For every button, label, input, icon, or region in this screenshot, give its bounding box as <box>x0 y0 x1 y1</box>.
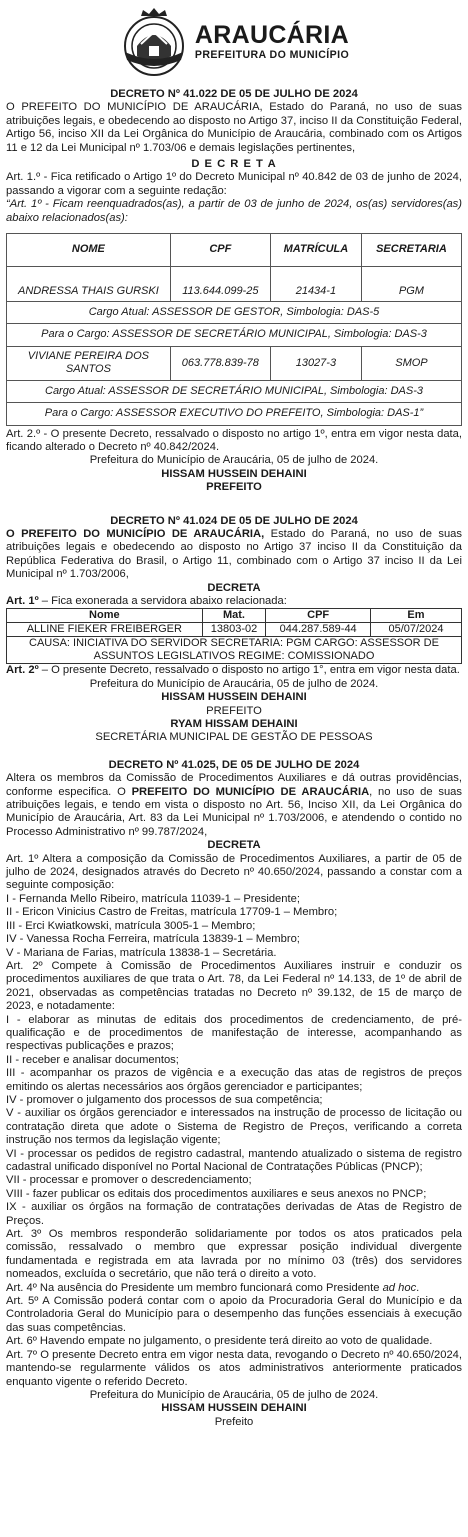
col-em: Em <box>370 609 461 623</box>
decree-signer-role: PREFEITO <box>206 704 262 717</box>
exoneration-table <box>6 608 462 664</box>
brand-name: ARAUCÁRIA <box>194 21 349 50</box>
decree-signer: HISSAM HUSSEIN DEHAINI <box>161 1402 307 1415</box>
decree-decreta: D E C R E T A <box>191 158 277 171</box>
decree-art1: Art. 1.º - Fica retificado o Artigo 1º do Decreto Municipal nº 40.842 de 03 de junho de 2024, passando a vigorar com a seguinte redação: <box>6 171 462 197</box>
decree-place-date: Prefeitura do Município de Araucária, 05 de julho de 2024. <box>89 677 379 690</box>
cell-matricula: 21434-1 <box>270 267 361 302</box>
table-row <box>7 302 462 324</box>
decree-title: DECRETO Nº 41.024 DE 05 DE JULHO DE 2024 <box>110 514 358 527</box>
table-row <box>7 346 462 380</box>
col-mat: Mat. <box>202 609 266 623</box>
decree-41022 <box>6 88 462 495</box>
table-row <box>7 267 462 302</box>
decree-signer: HISSAM HUSSEIN DEHAINI <box>161 691 307 704</box>
table-header-row <box>7 609 462 623</box>
table-header-row <box>7 234 462 267</box>
decree-signer-2: RYAM HISSAM DEHAINI <box>170 718 298 730</box>
table-row <box>7 637 462 664</box>
cell-cpf: 044.287.589-44 <box>266 623 371 637</box>
intro-bold: PREFEITO DO MUNICÍPIO DE ARAUCÁRIA <box>131 785 370 798</box>
cell-causa: CAUSA: INICIATIVA DO SERVIDOR SECRETARIA: PGM CARGO: ASSESSOR DE ASSUNTOS LEGISLATIVOS REGIME: COMISSIONADO <box>7 637 462 664</box>
decree-line: Art. 5º A Comissão poderá contar com o apoio da Procuradoria Geral do Município e da Controladoria Geral do Município para o desempenho das funções essenciais à execução das suas competências. <box>6 1295 462 1334</box>
art4-b: . <box>416 1281 420 1294</box>
cell-mat: 13803-02 <box>202 623 266 637</box>
cell-cargo-para: Para o Cargo: ASSESSOR DE SECRETÁRIO MUNICIPAL, Simbologia: DAS-3 <box>7 324 462 346</box>
cell-nome: VIVIANE PEREIRA DOS SANTOS <box>7 346 171 380</box>
col-cpf: CPF <box>266 609 371 623</box>
servants-table <box>6 233 462 425</box>
cell-cargo-atual: Cargo Atual: ASSESSOR DE SECRETÁRIO MUNICIPAL, Simbologia: DAS-3 <box>7 380 462 402</box>
decree-intro-bold: O PREFEITO DO MUNICÍPIO DE ARAUCÁRIA, <box>6 527 265 540</box>
decree-line: I - elaborar as minutas de editais dos procedimentos de credenciamento, de pré-qualificação e de procedimentos de manifestação de interesse, acompanhando as respectivas publicações e prazos; <box>6 1013 462 1053</box>
decree-line: Art. 6º Havendo empate no julgamento, o presidente terá direito ao voto de qualidade. <box>6 1335 433 1348</box>
decree-41024 <box>6 515 462 745</box>
decree-41025 <box>6 759 462 1429</box>
decree-line: V - Mariana de Farias, matrícula 13838-1 – Secretária. <box>6 946 277 959</box>
decree-intro <box>6 772 462 839</box>
cell-nome: ANDRESSA THAIS GURSKI <box>7 267 171 302</box>
decree-line: Art. 2º Compete à Comissão de Procedimentos Auxiliares instruir e conduzir os procedimentos auxiliares de que trata o Art. 78, da Lei Federal nº 14.133, de 1º de abril de 2021, observadas as competências tratadas no Decreto nº 39.132, de 15 de março de 2023, e notadamente: <box>6 959 462 1013</box>
art-label: Art. 1º <box>6 594 39 607</box>
decree-intro <box>6 528 462 582</box>
brand-subtitle: PREFEITURA DO MUNICÍPIO <box>194 49 350 62</box>
decree-line: III - Erci Kwiatkowski, matrícula 3005-1 – Membro; <box>6 919 256 932</box>
decree-signer-role: PREFEITO <box>206 481 262 494</box>
decree-signer-role: Prefeito <box>214 1415 254 1428</box>
decree-art2: Art. 2.º - O presente Decreto, ressalvado o disposto no artigo 1º, entra em vigor nesta data, ficando alterado o Decreto nº 40.842/2024. <box>6 427 462 453</box>
decree-line: Art. 7º O presente Decreto entra em vigor nesta data, revogando o Decreto nº 40.650/2024, mantendo-se regularmente válidos os atos administrativos anteriormente praticados enquanto vigente o referido Decreto. <box>6 1348 462 1388</box>
cell-secretaria: PGM <box>361 267 461 302</box>
col-nome: Nome <box>7 609 203 623</box>
col-matricula: MATRÍCULA <box>270 234 361 267</box>
decree-art1 <box>6 595 462 608</box>
cell-secretaria: SMOP <box>361 346 461 380</box>
decree-line: V - auxiliar os órgãos gerenciador e interessados na instrução de processo de licitação ou contratação direta que adote o Sistema de Registro de Preços, verificando a correta instrução nos termos da legislação vigente; <box>6 1107 462 1147</box>
table-row <box>7 380 462 402</box>
decree-line: I - Fernanda Mello Ribeiro, matrícula 11039-1 – Presidente; <box>6 892 300 905</box>
decree-signer-2-role: SECRETÁRIA MUNICIPAL DE GESTÃO DE PESSOAS <box>95 731 373 744</box>
col-nome: NOME <box>7 234 171 267</box>
table-row <box>7 403 462 425</box>
decree-art2 <box>6 664 462 677</box>
decree-line: II - Ericon Vinicius Castro de Freitas, matrícula 17709-1 – Membro; <box>6 906 338 919</box>
cell-cpf: 113.644.099-25 <box>170 267 270 302</box>
decree-line: Art. 1º Altera a composição da Comissão de Procedimentos Auxiliares, a partir de 05 de julho de 2024, designados através do Decreto nº 40.650/2024, passando a constar com a seguinte composição: <box>6 852 462 892</box>
cell-em: 05/07/2024 <box>370 623 461 637</box>
cell-cargo-atual: Cargo Atual: ASSESSOR DE GESTOR, Simbologia: DAS-5 <box>7 302 462 324</box>
brand <box>195 23 349 61</box>
cell-nome: ALLINE FIEKER FREIBERGER <box>7 623 203 637</box>
art-label: Art. 2º <box>6 664 39 677</box>
decree-place-date: Prefeitura do Município de Araucária, 05 de julho de 2024. <box>89 454 379 467</box>
decree-intro-rest: Estado do Paraná, no uso de suas atribuições legais e obedecendo ao disposto no Artigo 37 inciso II da Constituição da República Federativa do Brasil, o Artigo 11, combinado com o Artigo 37 inciso II da Lei Municipal nº 1.703/2006, <box>6 527 462 581</box>
decree-intro: O PREFEITO DO MUNICÍPIO DE ARAUCÁRIA, Estado do Paraná, no uso de suas atribuições legais, e obedecendo ao disposto no Artigo 37, inciso II da Constituição Federal, Artigo 56, inciso XII da Lei Orgânica do Município de Araucária, combinado com os Artigos 11 e 12 da Lei Municipal nº 1.703/06 e demais legislações pertinentes, <box>6 101 462 154</box>
decree-line: II - receber e analisar documentos; <box>6 1053 179 1066</box>
decree-line: Art. 3º Os membros responderão solidariamente por todos os atos praticados pela comissão, ressalvado o membro que expressar posição individual divergente fundamentada e registrada em ata lavrada por no mínimo 03 (três) dos servidores nomeados, excluída o secretário, que não terá o direito a voto. <box>6 1228 462 1281</box>
intro-a: Altera os membros da Comissão de Procedimentos Auxiliares e dá outras providências, conforme especifica. O <box>6 772 462 798</box>
decree-place-date: Prefeitura do Município de Araucária, 05 de julho de 2024. <box>89 1388 379 1401</box>
header <box>6 0 462 82</box>
cell-cpf: 063.778.839-78 <box>170 346 270 380</box>
decree-line: IX - auxiliar os órgãos na formação de contratações derivadas de Atas de Registro de Preços. <box>6 1201 462 1227</box>
table-row <box>7 623 462 637</box>
cell-matricula: 13027-3 <box>270 346 361 380</box>
cell-cargo-para: Para o Cargo: ASSESSOR EXECUTIVO DO PREFEITO, Simbologia: DAS-1” <box>7 403 462 425</box>
decree-quote: “Art. 1º - Ficam reenquadrados(as), a partir de 03 de junho de 2024, os(as) servidores(as) abaixo relacionados(as): <box>6 198 462 224</box>
table-row <box>7 324 462 346</box>
decree-line: VII - processar e promover o descredenciamento; <box>6 1174 252 1187</box>
art4-italic: ad hoc <box>382 1281 417 1294</box>
decree-line: III - acompanhar os prazos de vigência e a execução das atas de registros de preços emitindo os alertas necessários aos órgãos gerenciador e participantes; <box>6 1067 462 1093</box>
intro-b: , no uso de suas atribuições legais, e tendo em vista o disposto no Art. 56, Inciso XII, da Lei Orgânica do Município de Araucária, Art. 83 da Lei Municipal nº 1.703/2006, e atendendo o contido no Processo Administrativo nº 99.787/2024, <box>6 785 462 838</box>
decree-line: IV - Vanessa Rocha Ferreira, matrícula 13839-1 – Membro; <box>6 933 300 946</box>
decree-decreta: DECRETA <box>207 839 261 852</box>
decree-signer: HISSAM HUSSEIN DEHAINI <box>161 467 307 480</box>
decree-decreta: DECRETA <box>207 581 261 594</box>
art4-a: Art. 4º Na ausência do Presidente um membro funcionará como Presidente <box>6 1281 383 1294</box>
col-secretaria: SECRETARIA <box>361 234 461 267</box>
col-cpf: CPF <box>170 234 270 267</box>
decree-title: DECRETO Nº 41.025, DE 05 DE JULHO DE 2024 <box>108 758 360 771</box>
decree-line: IV - promover o julgamento dos processos de sua competência; <box>6 1093 323 1106</box>
municipal-crest-icon <box>119 6 189 78</box>
decree-title: DECRETO Nº 41.022 DE 05 DE JULHO DE 2024 <box>110 88 358 100</box>
art-text: – Fica exonerada a servidora abaixo relacionada: <box>38 594 287 607</box>
decree-line: VI - processar os pedidos de registro cadastral, mantendo atualizado o sistema de registro cadastral unificado disponível no Portal Nacional de Contratações Públicas (PNCP); <box>6 1147 462 1173</box>
art-text: – O presente Decreto, ressalvado o disposto no artigo 1°, entra em vigor nesta data. <box>38 664 460 677</box>
decree-line: VIII - fazer publicar os editais dos procedimentos auxiliares e seus anexos no PNCP; <box>6 1187 427 1200</box>
decree-art4 <box>6 1282 462 1295</box>
